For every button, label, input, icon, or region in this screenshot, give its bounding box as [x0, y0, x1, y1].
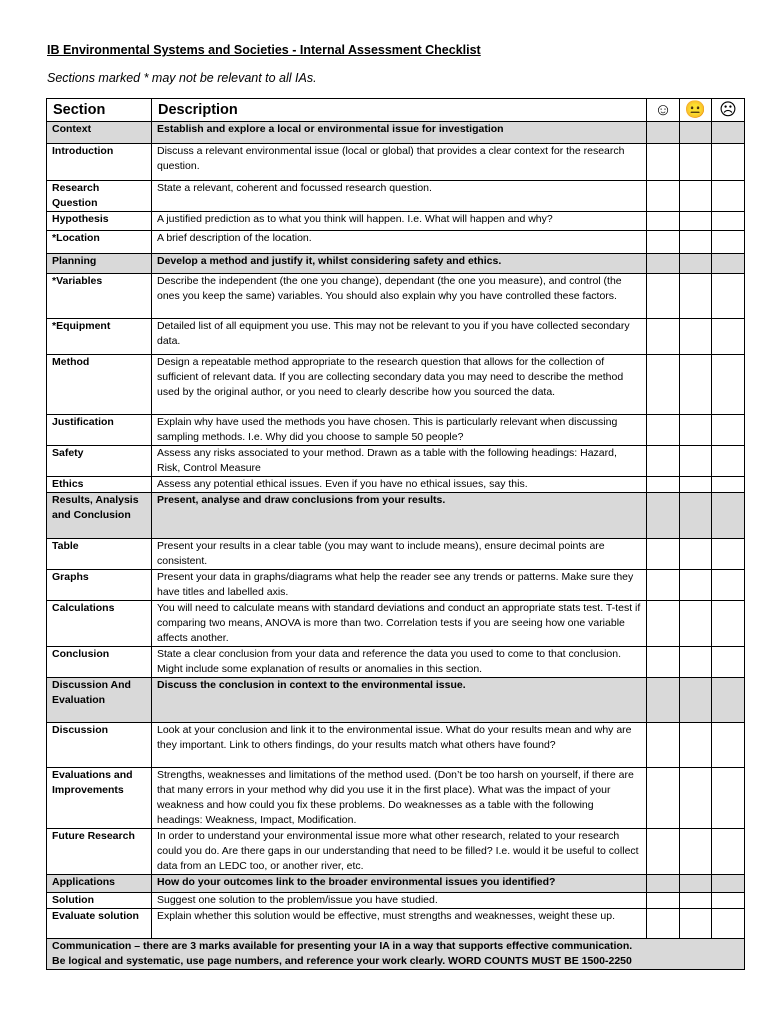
section-cell: Graphs: [47, 570, 152, 601]
section-heading-row: [47, 122, 745, 144]
checklist-row: [47, 909, 745, 939]
neutral-checkbox-cell[interactable]: [680, 355, 712, 415]
neutral-checkbox-cell[interactable]: [680, 875, 712, 893]
description-cell: State a relevant, coherent and focussed research question.: [152, 181, 647, 212]
happy-checkbox-cell[interactable]: [647, 647, 680, 678]
sad-checkbox-cell[interactable]: [712, 144, 745, 181]
happy-face-icon: ☺: [647, 99, 680, 122]
happy-checkbox-cell[interactable]: [647, 181, 680, 212]
section-cell: Table: [47, 539, 152, 570]
section-cell: Safety: [47, 446, 152, 477]
section-heading-row: [47, 678, 745, 723]
neutral-checkbox-cell[interactable]: [680, 415, 712, 446]
neutral-checkbox-cell[interactable]: [680, 493, 712, 539]
neutral-checkbox-cell[interactable]: [680, 539, 712, 570]
neutral-checkbox-cell[interactable]: [680, 231, 712, 254]
description-cell: How do your outcomes link to the broader environmental issues you identified?: [152, 875, 647, 893]
description-cell: In order to understand your environmental issue more what other research, related to your research could you do. Are there gaps in our understanding that need to be filled? I.e. would it be useful to collect data from an LEDC too, or another river, etc.: [152, 829, 647, 875]
description-cell: Explain whether this solution would be effective, must strengths and weaknesses, weight these up.: [152, 909, 647, 939]
section-cell: Ethics: [47, 477, 152, 493]
description-cell: Discuss a relevant environmental issue (local or global) that provides a clear context for the research question.: [152, 144, 647, 181]
sad-checkbox-cell[interactable]: [712, 319, 745, 355]
section-heading-row: [47, 254, 745, 274]
neutral-checkbox-cell[interactable]: [680, 768, 712, 829]
description-cell: Establish and explore a local or environmental issue for investigation: [152, 122, 647, 144]
section-cell: Discussion: [47, 723, 152, 768]
section-cell: Evaluate solution: [47, 909, 152, 939]
section-cell: Future Research: [47, 829, 152, 875]
neutral-checkbox-cell[interactable]: [680, 254, 712, 274]
neutral-checkbox-cell[interactable]: [680, 144, 712, 181]
description-cell: Present your results in a clear table (you may want to include means), ensure decimal points are consistent.: [152, 539, 647, 570]
neutral-checkbox-cell[interactable]: [680, 678, 712, 723]
checklist-row: [47, 601, 745, 647]
section-cell: Calculations: [47, 601, 152, 647]
section-cell: Conclusion: [47, 647, 152, 678]
description-cell: You will need to calculate means with standard deviations and conduct an appropriate stats test. T-test if comparing two means, ANOVA is more than two. Correlation tests if you are seeing how one variable affects another.: [152, 601, 647, 647]
section-cell: *Location: [47, 231, 152, 254]
description-cell: Present your data in graphs/diagrams what help the reader see any trends or patterns. Make sure they have titles and labelled axis.: [152, 570, 647, 601]
happy-checkbox-cell[interactable]: [647, 274, 680, 319]
document-title: IB Environmental Systems and Societies - Internal Assessment Checklist: [47, 43, 481, 57]
checklist-row: [47, 647, 745, 678]
neutral-checkbox-cell[interactable]: [680, 893, 712, 909]
sad-checkbox-cell[interactable]: [712, 231, 745, 254]
checklist-row: [47, 274, 745, 319]
sad-checkbox-cell[interactable]: [712, 678, 745, 723]
section-cell: *Variables: [47, 274, 152, 319]
description-cell: A brief description of the location.: [152, 231, 647, 254]
description-column-header: Description: [152, 99, 647, 122]
neutral-face-icon: 😐: [680, 99, 712, 122]
happy-checkbox-cell[interactable]: [647, 231, 680, 254]
neutral-checkbox-cell[interactable]: [680, 181, 712, 212]
description-cell: Describe the independent (the one you change), dependant (the one you measure), and control (the ones you keep the same) variables. You should also explain why you have controlled these factors.: [152, 274, 647, 319]
sad-checkbox-cell[interactable]: [712, 493, 745, 539]
happy-checkbox-cell[interactable]: [647, 601, 680, 647]
table-header-row: [47, 99, 745, 122]
section-cell: Applications: [47, 875, 152, 893]
neutral-checkbox-cell[interactable]: [680, 570, 712, 601]
neutral-checkbox-cell[interactable]: [680, 723, 712, 768]
neutral-checkbox-cell[interactable]: [680, 647, 712, 678]
checklist-row: [47, 570, 745, 601]
checklist-row: [47, 415, 745, 446]
checklist-row: [47, 539, 745, 570]
sad-checkbox-cell[interactable]: [712, 909, 745, 939]
checklist-row: [47, 181, 745, 212]
sad-checkbox-cell[interactable]: [712, 875, 745, 893]
sad-checkbox-cell[interactable]: [712, 415, 745, 446]
neutral-checkbox-cell[interactable]: [680, 319, 712, 355]
happy-checkbox-cell[interactable]: [647, 144, 680, 181]
communication-row: [47, 939, 745, 970]
happy-checkbox-cell[interactable]: [647, 875, 680, 893]
section-heading-row: [47, 875, 745, 893]
description-cell: Design a repeatable method appropriate to the research question that allows for the collection of sufficient of relevant data. If you are collecting secondary data you may need to describe the method used by the original author, or you need to clearly describe how you sourced the data.: [152, 355, 647, 415]
checklist-row: [47, 231, 745, 254]
description-cell: Strengths, weaknesses and limitations of the method used. (Don’t be too harsh on yourself, if there are that many errors in your method why did you use it in the first place). What was the impact of your weakness and how could you fix these problems. Do weaknesses as a table with the following headings: Weakness, Impact, Modification.: [152, 768, 647, 829]
section-cell: Introduction: [47, 144, 152, 181]
sad-checkbox-cell[interactable]: [712, 539, 745, 570]
sad-checkbox-cell[interactable]: [712, 723, 745, 768]
happy-checkbox-cell[interactable]: [647, 446, 680, 477]
checklist-row: [47, 477, 745, 493]
sad-checkbox-cell[interactable]: [712, 355, 745, 415]
description-cell: Discuss the conclusion in context to the environmental issue.: [152, 678, 647, 723]
neutral-checkbox-cell[interactable]: [680, 446, 712, 477]
communication-line-2: Be logical and systematic, use page numbers, and reference your work clearly. WORD COUNTS MUST BE 1500-2250: [52, 955, 632, 967]
happy-checkbox-cell[interactable]: [647, 768, 680, 829]
happy-checkbox-cell[interactable]: [647, 122, 680, 144]
section-cell: Context: [47, 122, 152, 144]
section-cell: Evaluations and Improvements: [47, 768, 152, 829]
description-cell: Look at your conclusion and link it to the environmental issue. What do your results mean and why are they important. Link to others findings, do your results match what others have found?: [152, 723, 647, 768]
happy-checkbox-cell[interactable]: [647, 319, 680, 355]
communication-note: [47, 939, 745, 970]
checklist-row: [47, 893, 745, 909]
sad-checkbox-cell[interactable]: [712, 212, 745, 231]
section-cell: Discussion And Evaluation: [47, 678, 152, 723]
happy-checkbox-cell[interactable]: [647, 477, 680, 493]
section-cell: Hypothesis: [47, 212, 152, 231]
neutral-checkbox-cell[interactable]: [680, 122, 712, 144]
document-subtitle: Sections marked * may not be relevant to all IAs.: [47, 71, 317, 85]
description-cell: Explain why have used the methods you have chosen. This is particularly relevant when discussing sampling methods. I.e. Why did you choose to sample 50 people?: [152, 415, 647, 446]
section-cell: Method: [47, 355, 152, 415]
sad-checkbox-cell[interactable]: [712, 768, 745, 829]
happy-checkbox-cell[interactable]: [647, 909, 680, 939]
happy-checkbox-cell[interactable]: [647, 212, 680, 231]
description-cell: Suggest one solution to the problem/issue you have studied.: [152, 893, 647, 909]
sad-checkbox-cell[interactable]: [712, 570, 745, 601]
description-cell: A justified prediction as to what you think will happen. I.e. What will happen and why?: [152, 212, 647, 231]
sad-checkbox-cell[interactable]: [712, 254, 745, 274]
sad-checkbox-cell[interactable]: [712, 477, 745, 493]
neutral-checkbox-cell[interactable]: [680, 829, 712, 875]
description-cell: Assess any potential ethical issues. Even if you have no ethical issues, say this.: [152, 477, 647, 493]
checklist-row: [47, 723, 745, 768]
sad-checkbox-cell[interactable]: [712, 274, 745, 319]
checklist-row: [47, 355, 745, 415]
happy-checkbox-cell[interactable]: [647, 415, 680, 446]
happy-checkbox-cell[interactable]: [647, 893, 680, 909]
neutral-checkbox-cell[interactable]: [680, 601, 712, 647]
description-cell: Detailed list of all equipment you use. This may not be relevant to you if you have collected secondary data.: [152, 319, 647, 355]
checklist-row: [47, 212, 745, 231]
description-cell: Present, analyse and draw conclusions from your results.: [152, 493, 647, 539]
sad-checkbox-cell[interactable]: [712, 647, 745, 678]
sad-checkbox-cell[interactable]: [712, 181, 745, 212]
description-cell: State a clear conclusion from your data and reference the data you used to come to that conclusion. Might include some explanation of results or anomalies in this section.: [152, 647, 647, 678]
section-heading-row: [47, 493, 745, 539]
section-cell: Justification: [47, 415, 152, 446]
communication-line-1: Communication – there are 3 marks available for presenting your IA in a way that supports effective communication.: [52, 940, 633, 952]
section-cell: Planning: [47, 254, 152, 274]
sad-checkbox-cell[interactable]: [712, 893, 745, 909]
description-cell: Assess any risks associated to your method. Drawn as a table with the following headings: Hazard, Risk, Control Measure: [152, 446, 647, 477]
happy-checkbox-cell[interactable]: [647, 493, 680, 539]
sad-checkbox-cell[interactable]: [712, 446, 745, 477]
happy-checkbox-cell[interactable]: [647, 355, 680, 415]
neutral-checkbox-cell[interactable]: [680, 477, 712, 493]
happy-checkbox-cell[interactable]: [647, 254, 680, 274]
happy-checkbox-cell[interactable]: [647, 539, 680, 570]
section-cell: Research Question: [47, 181, 152, 212]
neutral-checkbox-cell[interactable]: [680, 212, 712, 231]
section-cell: Solution: [47, 893, 152, 909]
sad-checkbox-cell[interactable]: [712, 122, 745, 144]
section-cell: Results, Analysis and Conclusion: [47, 493, 152, 539]
sad-face-icon: ☹: [712, 99, 745, 122]
happy-checkbox-cell[interactable]: [647, 570, 680, 601]
section-cell: *Equipment: [47, 319, 152, 355]
neutral-checkbox-cell[interactable]: [680, 909, 712, 939]
happy-checkbox-cell[interactable]: [647, 678, 680, 723]
neutral-checkbox-cell[interactable]: [680, 274, 712, 319]
sad-checkbox-cell[interactable]: [712, 829, 745, 875]
section-column-header: Section: [47, 99, 152, 122]
checklist-row: [47, 829, 745, 875]
happy-checkbox-cell[interactable]: [647, 829, 680, 875]
checklist-table: [46, 98, 745, 970]
checklist-row: [47, 768, 745, 829]
sad-checkbox-cell[interactable]: [712, 601, 745, 647]
happy-checkbox-cell[interactable]: [647, 723, 680, 768]
checklist-row: [47, 319, 745, 355]
checklist-row: [47, 446, 745, 477]
description-cell: Develop a method and justify it, whilst considering safety and ethics.: [152, 254, 647, 274]
checklist-row: [47, 144, 745, 181]
